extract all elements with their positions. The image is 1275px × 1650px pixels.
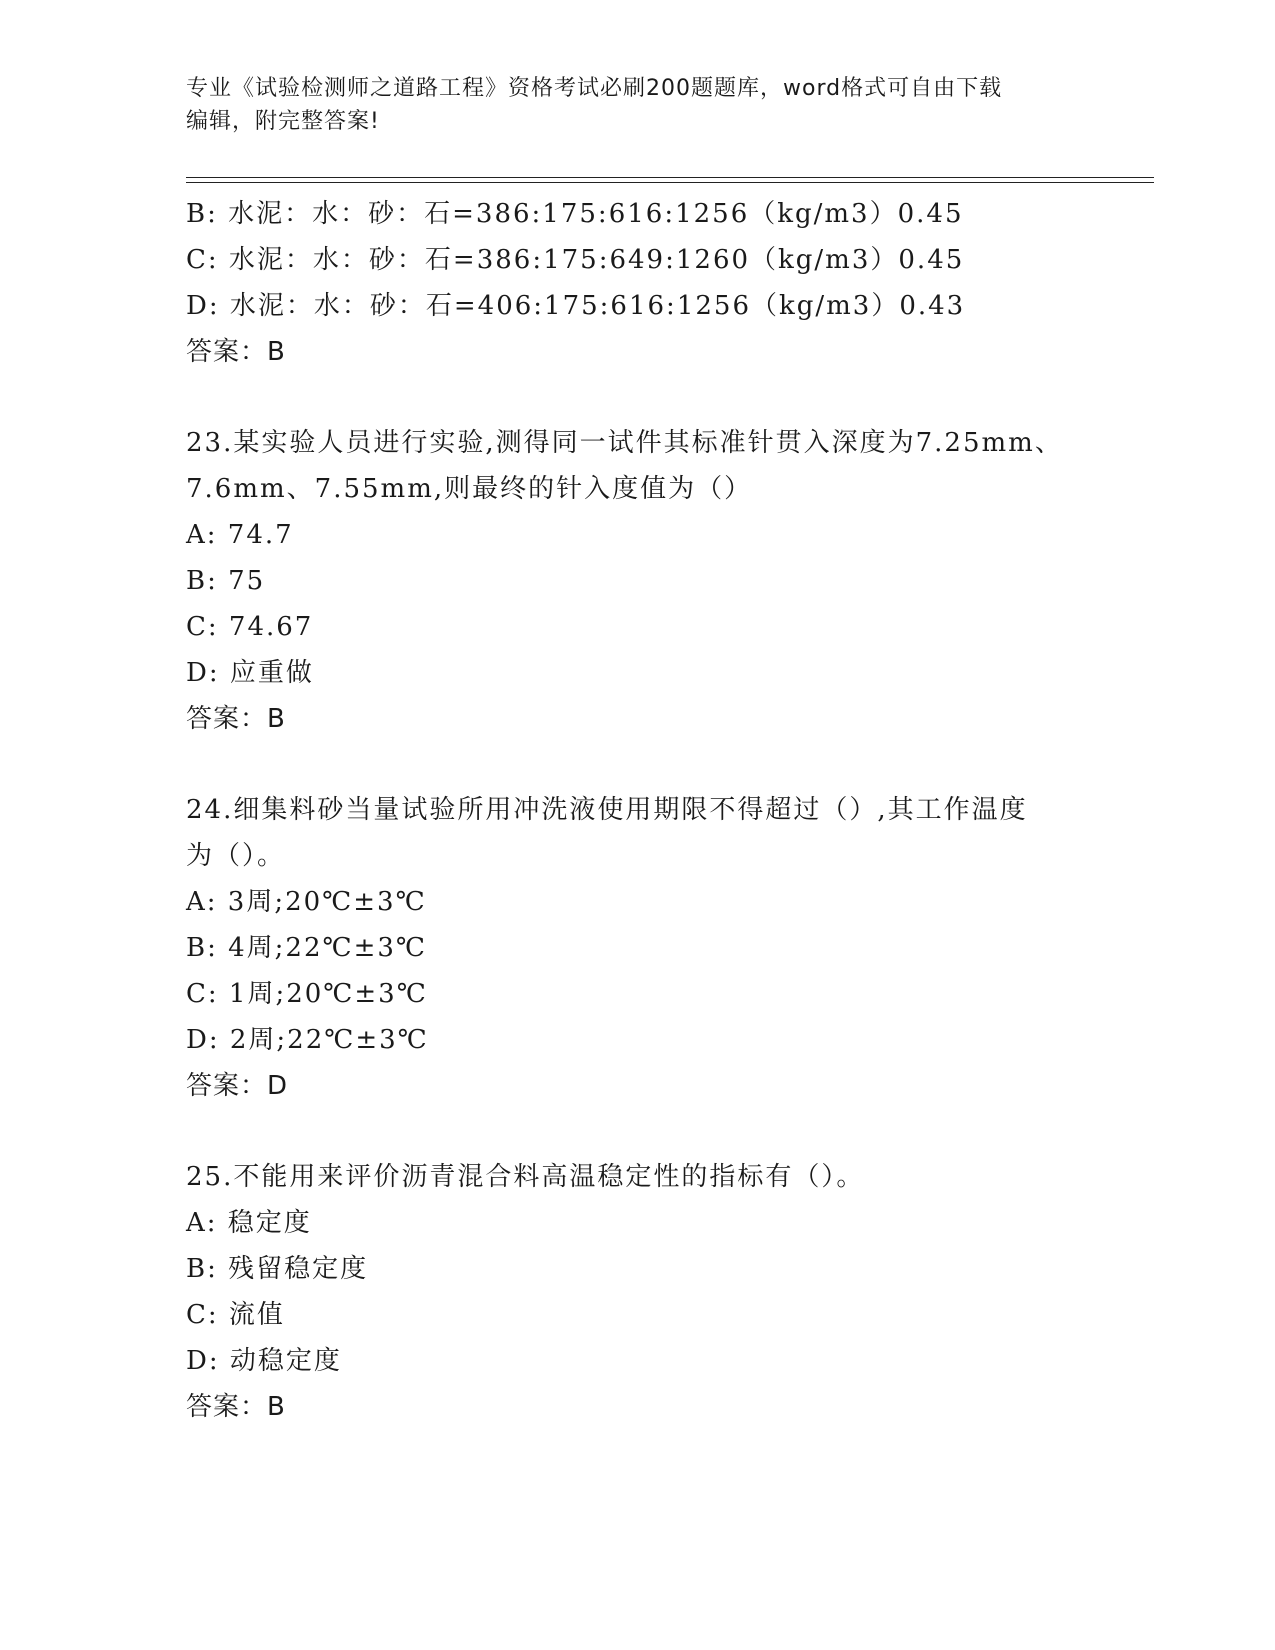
spacer [186,742,1126,787]
answer-label: 答案：D [186,1071,289,1101]
option-b: B: 水泥：水：砂：石=386:175:616:1256（kg/m3）0.45 [186,199,964,229]
answer-label: 答案：B [186,704,286,734]
option-c: C: 流值 [186,1300,285,1330]
header-divider-top [186,177,1154,178]
option-a: A: 3周;20℃±3℃ [186,887,427,917]
option-c: C: 水泥：水：砂：石=386:175:649:1260（kg/m3）0.45 [186,245,965,275]
header-title-line2: 编辑，附完整答案! [186,109,380,134]
header-title-line1: 专业《试验检测师之道路工程》资格考试必刷200题题库，word格式可自由下载 [186,76,1003,101]
option-a: A: 74.7 [186,520,294,550]
question-stem-line: 24.细集料砂当量试验所用冲洗液使用期限不得超过（）,其工作温度 [186,795,1028,825]
option-d: D: 应重做 [186,658,314,688]
question-22-block [186,191,1126,375]
option-b: B: 4周;22℃±3℃ [186,933,428,963]
header-divider-bottom [186,182,1154,183]
option-c: C: 1周;20℃±3℃ [186,979,428,1009]
question-23-block [186,420,1126,742]
answer-label: 答案：B [186,337,286,367]
option-a: A: 稳定度 [186,1208,312,1238]
option-d: D: 水泥：水：砂：石=406:175:616:1256（kg/m3）0.43 [186,291,966,321]
option-d: D: 动稳定度 [186,1346,342,1376]
option-c: C: 74.67 [186,612,314,642]
question-stem-line: 7.6mm、7.55mm,则最终的针入度值为（） [186,474,753,504]
document-header [186,72,1086,138]
question-stem-line: 25.不能用来评价沥青混合料高温稳定性的指标有（）。 [186,1162,865,1192]
question-25-block [186,1154,1126,1430]
option-b: B: 残留稳定度 [186,1254,369,1284]
question-stem-line: 为（）。 [186,841,286,871]
option-d: D: 2周;22℃±3℃ [186,1025,429,1055]
option-b: B: 75 [186,566,266,596]
question-24-block [186,787,1126,1109]
question-list [186,191,1126,1430]
question-stem-line: 23.某实验人员进行实验,测得同一试件其标准针贯入深度为7.25mm、 [186,428,1063,458]
spacer [186,1109,1126,1154]
answer-label: 答案：B [186,1392,286,1422]
spacer [186,375,1126,420]
